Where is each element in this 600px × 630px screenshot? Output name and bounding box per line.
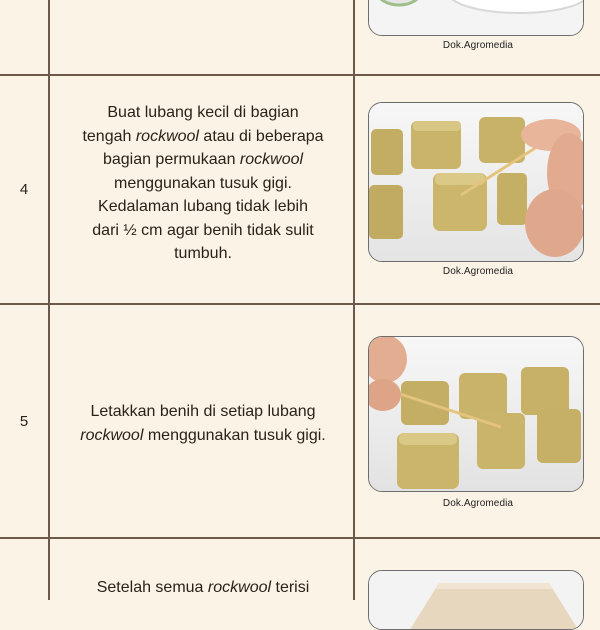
text-line: dari ½ cm agar benih tidak sulit	[92, 221, 314, 239]
step-5-caption: Dok.Agromedia	[442, 498, 514, 509]
step-4-photo	[368, 102, 584, 262]
row-divider	[0, 537, 600, 539]
column-divider-number	[48, 0, 50, 600]
step-5-photo	[368, 336, 584, 492]
step-3-caption: Dok.Agromedia	[442, 40, 514, 51]
text-line: Buat lubang kecil di bagian	[107, 104, 299, 121]
text-line: Setelah semua rockwool terisi	[96, 579, 310, 596]
row-divider	[0, 303, 600, 305]
text-line: tumbuh.	[174, 245, 232, 262]
text-line: tengah rockwool atau di beberapa	[82, 127, 324, 145]
step-4-caption: Dok.Agromedia	[442, 266, 514, 277]
step-5-description	[60, 400, 346, 447]
step-number: 5	[19, 413, 29, 430]
step-6-photo	[368, 570, 584, 630]
step-4-description	[60, 101, 346, 266]
text-line: Kedalaman lubang tidak lebih	[98, 198, 308, 215]
step-6-description	[60, 576, 346, 600]
text-line: bagian permukaan rockwool	[102, 151, 304, 168]
step-number: 4	[19, 181, 29, 198]
column-divider-image	[353, 0, 355, 600]
text-line: rockwool menggunakan tusuk gigi.	[80, 426, 326, 444]
text-line: menggunakan tusuk gigi.	[114, 174, 292, 192]
text-line: Letakkan benih di setiap lubang	[90, 403, 316, 420]
row-divider	[0, 74, 600, 76]
step-3-photo	[368, 0, 584, 36]
